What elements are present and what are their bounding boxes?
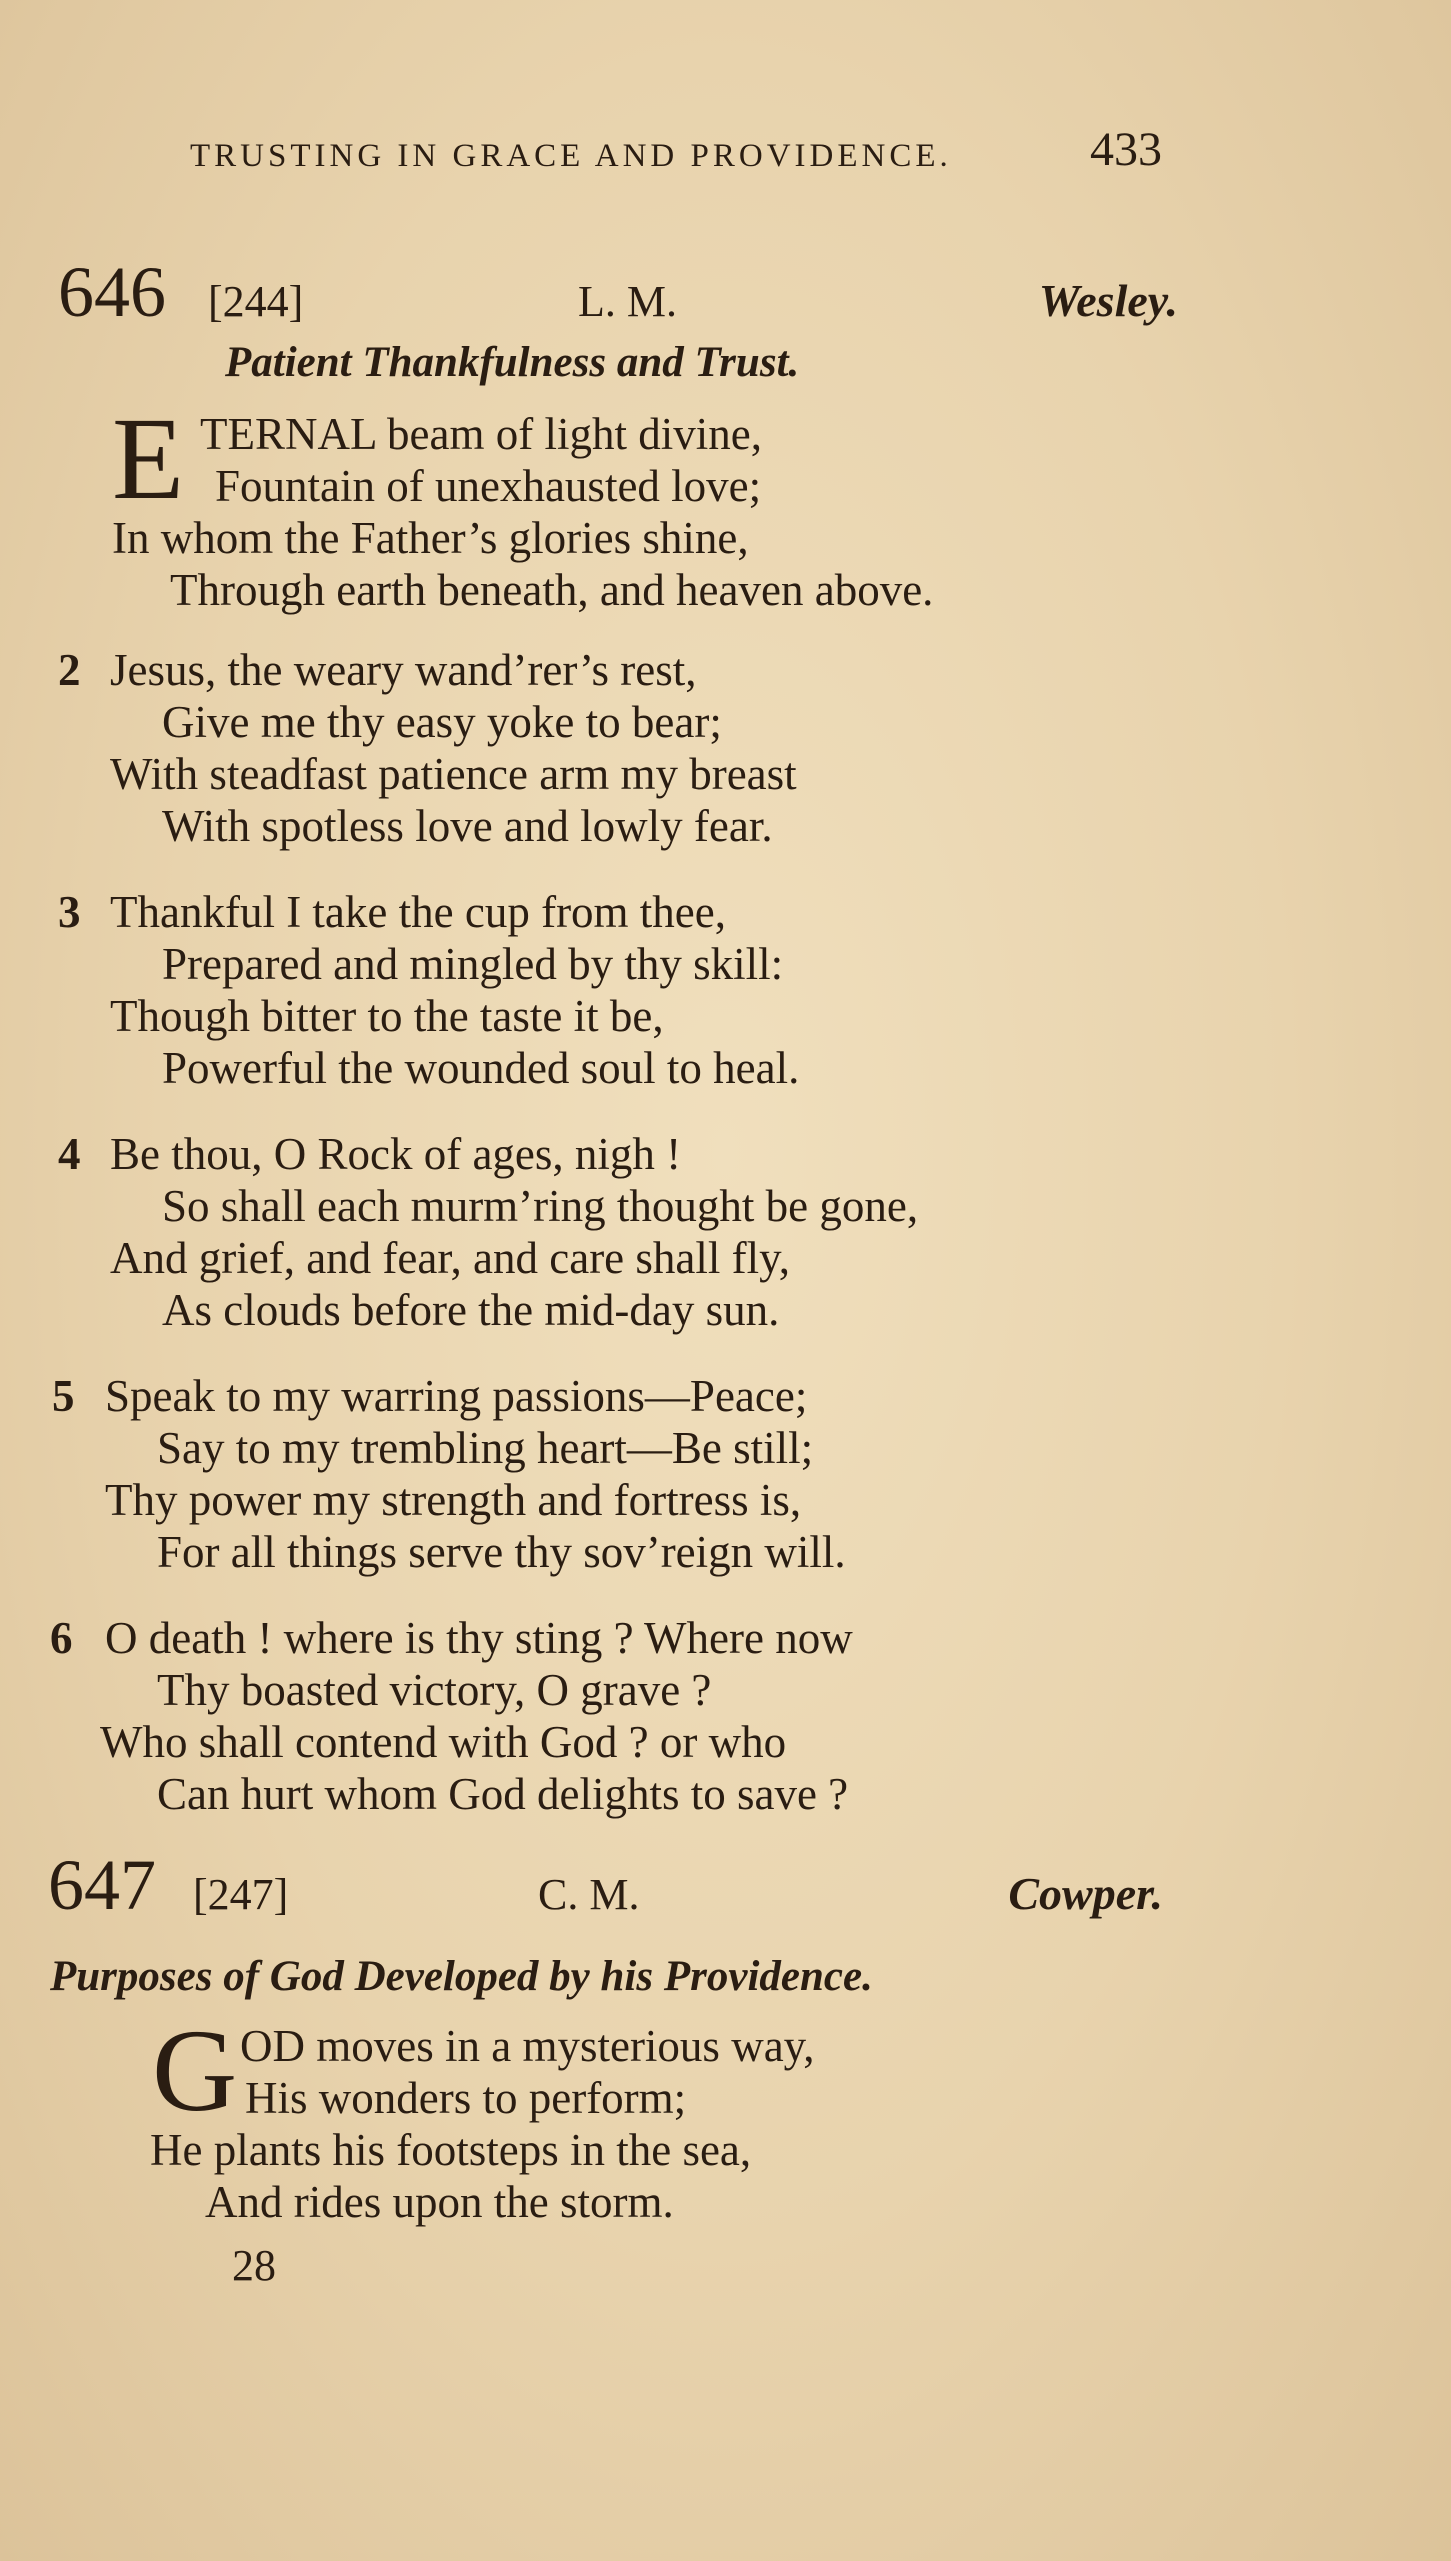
- stanza-number: 3: [58, 887, 81, 937]
- running-head: TRUSTING IN GRACE AND PROVIDENCE.: [190, 138, 952, 174]
- verse-line: Jesus, the weary wand’rer’s rest,: [110, 645, 697, 695]
- hymn-647-header: [48, 1845, 1163, 1935]
- hymn-author: Cowper.: [1008, 1868, 1163, 1919]
- verse-line: Thy power my strength and fortress is,: [105, 1475, 802, 1525]
- verse-line: TERNAL beam of light divine,: [200, 409, 762, 459]
- drop-cap: E: [112, 393, 185, 524]
- hymn-author: Wesley.: [1038, 275, 1178, 326]
- signature-mark: 28: [232, 2241, 276, 2290]
- verse-line: Thankful I take the cup from thee,: [110, 887, 727, 937]
- verse-line: He plants his footsteps in the sea,: [150, 2125, 752, 2175]
- verse-line: Powerful the wounded soul to heal.: [162, 1043, 800, 1093]
- verse-line: For all things serve thy sov’reign will.: [157, 1527, 846, 1577]
- verse-line: Prepared and mingled by thy skill:: [162, 939, 784, 989]
- hymn-reference: [247]: [193, 1870, 289, 1919]
- hymn-646-header: [58, 252, 1178, 342]
- verse-line: Through earth beneath, and heaven above.: [170, 565, 934, 615]
- hymn-number: 647: [48, 1845, 156, 1925]
- hymn-title: Patient Thankfulness and Trust.: [225, 339, 800, 386]
- verse-line: Who shall contend with God ? or who: [100, 1717, 787, 1767]
- verse-line: Speak to my warring passions—Peace;: [105, 1371, 808, 1421]
- verse-line: With spotless love and lowly fear.: [162, 801, 773, 851]
- stanza-number: 2: [58, 645, 81, 695]
- hymn-meter: C. M.: [538, 1870, 640, 1919]
- hymn-reference: [244]: [208, 277, 304, 326]
- verse-line: With steadfast patience arm my breast: [110, 749, 797, 799]
- verse-line: O death ! where is thy sting ? Where now: [105, 1613, 853, 1663]
- page-number: 433: [1090, 123, 1162, 176]
- verse-line: His wonders to perform;: [245, 2073, 687, 2123]
- stanza-number: 4: [58, 1129, 81, 1179]
- verse-line: So shall each murm’ring thought be gone,: [162, 1181, 919, 1231]
- verse-line: And rides upon the storm.: [205, 2177, 674, 2227]
- verse-line: Thy boasted victory, O grave ?: [157, 1665, 712, 1715]
- stanza-number: 5: [52, 1371, 75, 1421]
- verse-line: Though bitter to the taste it be,: [110, 991, 664, 1041]
- verse-line: Be thou, O Rock of ages, nigh !: [110, 1129, 682, 1179]
- hymn-meter: L. M.: [578, 277, 677, 326]
- verse-line: And grief, and fear, and care shall fly,: [110, 1233, 790, 1283]
- hymn-number: 646: [58, 252, 166, 332]
- verse-line: Can hurt whom God delights to save ?: [157, 1769, 849, 1819]
- page-header: [190, 122, 1175, 182]
- verse-line: In whom the Father’s glories shine,: [112, 513, 749, 563]
- verse-line: OD moves in a mysterious way,: [240, 2021, 815, 2071]
- verse-line: As clouds before the mid-day sun.: [162, 1285, 780, 1335]
- verse-line: Say to my trembling heart—Be still;: [157, 1423, 814, 1473]
- verse-line: Give me thy easy yoke to bear;: [162, 697, 722, 747]
- stanza-number: 6: [50, 1613, 73, 1663]
- drop-cap: G: [152, 2005, 238, 2136]
- verse-line: Fountain of unexhausted love;: [215, 461, 762, 511]
- hymn-title: Purposes of God Developed by his Providence.: [50, 1953, 873, 2000]
